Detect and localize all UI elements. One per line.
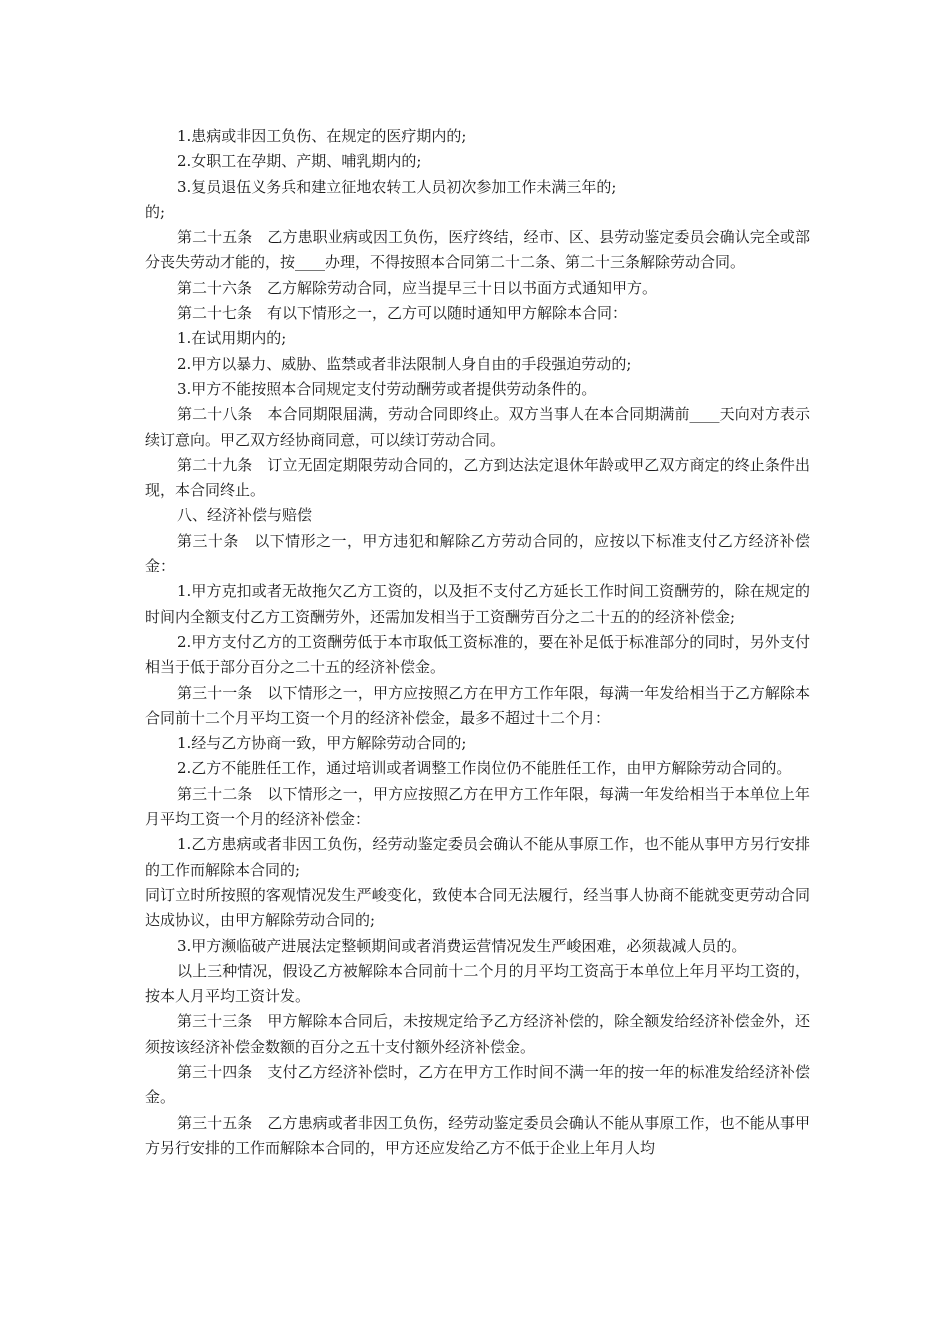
paragraph: 2.甲方以暴力、威胁、监禁或者非法限制人身自由的手段强迫劳动的; bbox=[177, 354, 632, 373]
paragraph: 第三十条 以下情形之一，甲方违犯和解除乙方劳动合同的，应按以下标准支付乙方经济补偿金： bbox=[145, 531, 810, 576]
paragraph: 第三十四条 支付乙方经济补偿时，乙方在甲方工作时间不满一年的按一年的标准发给经济补偿金。 bbox=[145, 1062, 810, 1107]
paragraph: 第二十七条 有以下情形之一，乙方可以随时通知甲方解除本合同： bbox=[177, 304, 628, 323]
document-body bbox=[145, 124, 810, 1161]
paragraph: 2.甲方支付乙方的工资酬劳低于本市取低工资标准的，要在补足低于标准部分的同时，另外支付相当于低于部分百分之二十五的经济补偿金。 bbox=[145, 632, 810, 677]
paragraph: 第三十三条 甲方解除本合同后，未按规定给予乙方经济补偿的，除全额发给经济补偿金外，还须按该经济补偿金数额的百分之五十支付额外经济补偿金。 bbox=[145, 1012, 810, 1056]
paragraph: 第三十一条 以下情形之一，甲方应按照乙方在甲方工作年限，每满一年发给相当于乙方解除本合同前十二个月平均工资一个月的经济补偿金，最多不超过十二个月： bbox=[145, 683, 810, 727]
paragraph: 以上三种情况，假设乙方被解除本合同前十二个月的月平均工资高于本单位上年月平均工资的，按本人月平均工资计发。 bbox=[145, 961, 810, 1006]
paragraph: 八、经济补偿与赔偿 bbox=[177, 506, 313, 525]
paragraph: 3.甲方不能按照本合同规定支付劳动酬劳或者提供劳动条件的。 bbox=[177, 379, 597, 398]
paragraph: 1.乙方患病或者非因工负伤，经劳动鉴定委员会确认不能从事原工作，也不能从事甲方另行安排的工作而解除本合同的; bbox=[145, 835, 810, 879]
paragraph: 3.复员退伍义务兵和建立征地农转工人员初次参加工作未满三年的; bbox=[177, 177, 617, 196]
paragraph: 第三十五条 乙方患病或者非因工负伤，经劳动鉴定委员会确认不能从事原工作，也不能从事甲方另行安排的工作而解除本合同的，甲方还应发给乙方不低于企业上年月人均 bbox=[145, 1113, 810, 1157]
paragraph: 1.患病或非因工负伤、在规定的医疗期内的; bbox=[177, 127, 467, 145]
paragraph: 同订立时所按照的客观情况发生严峻变化，致使本合同无法履行，经当事人协商不能就变更劳动合同达成协议，由甲方解除劳动合同的; bbox=[145, 885, 810, 930]
paragraph: 1.甲方克扣或者无故拖欠乙方工资的，以及拒不支付乙方延长工作时间工资酬劳的，除在规定的时间内全额支付乙方工资酬劳外，还需加发相当于工资酬劳百分之二十五的的经济补偿金; bbox=[145, 582, 810, 626]
paragraph: 2.女职工在孕期、产期、哺乳期内的; bbox=[177, 152, 422, 171]
paragraph: 第二十六条 乙方解除劳动合同，应当提早三十日以书面方式通知甲方。 bbox=[177, 278, 658, 297]
paragraph: 第二十五条 乙方患职业病或因工负伤，医疗终结，经市、区、县劳动鉴定委员会确认完全或部分丧失劳动才能的，按____办理，不得按照本合同第二十二条、第二十三条解除劳动合同。 bbox=[145, 228, 810, 272]
paragraph: 2.乙方不能胜任工作，通过培训或者调整工作岗位仍不能胜任工作，由甲方解除劳动合同的。 bbox=[177, 759, 792, 778]
paragraph: 第二十九条 订立无固定期限劳动合同的，乙方到达法定退休年龄或甲乙双方商定的终止条件出现，本合同终止。 bbox=[145, 455, 810, 500]
paragraph: 第二十八条 本合同期限届满，劳动合同即终止。双方当事人在本合同期满前____天向对方表示续订意向。甲乙双方经协商同意，可以续订劳动合同。 bbox=[145, 405, 810, 449]
paragraph: 1.经与乙方协商一致，甲方解除劳动合同的; bbox=[177, 734, 467, 753]
paragraph: 的; bbox=[145, 202, 166, 221]
paragraph: 第三十二条 以下情形之一，甲方应按照乙方在甲方工作年限，每满一年发给相当于本单位上年月平均工资一个月的经济补偿金： bbox=[145, 784, 810, 829]
paragraph: 3.甲方濒临破产进展法定整顿期间或者消费运营情况发生严峻困难，必须裁减人员的。 bbox=[177, 936, 747, 955]
paragraph: 1.在试用期内的; bbox=[177, 329, 287, 348]
